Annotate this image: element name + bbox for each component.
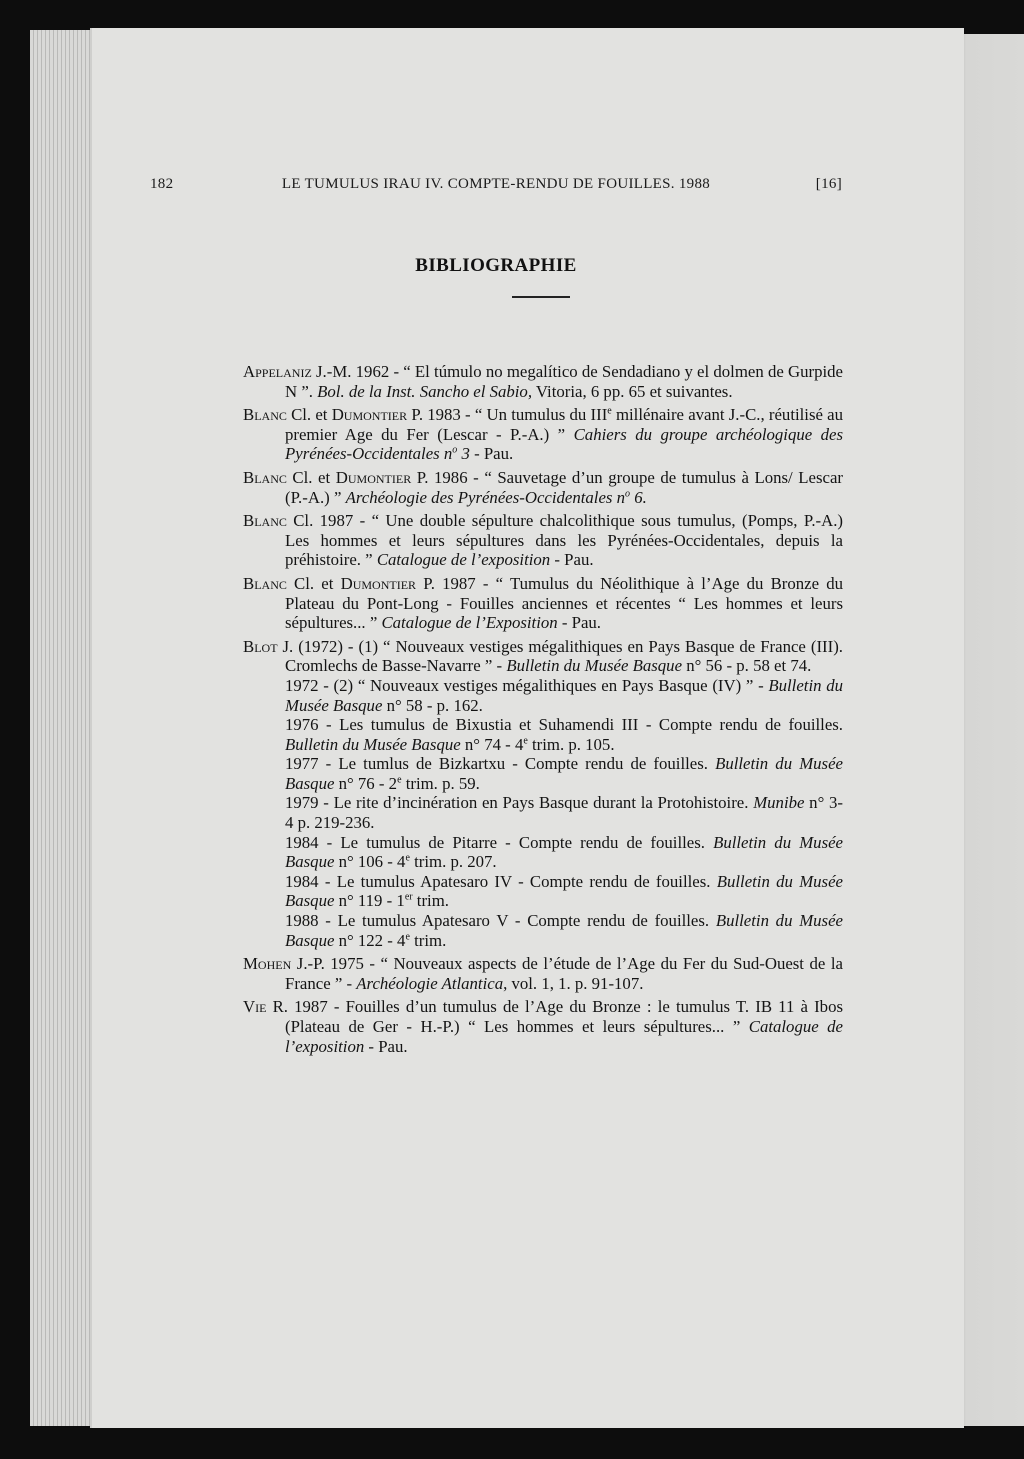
- entry-text: n° 122 - 4: [334, 930, 406, 950]
- entry-text: 1984 - Le tumulus de Pitarre - Compte rendu de fouilles.: [285, 832, 714, 852]
- entry-text: P. 1986 - “ Sauvetage d’un groupe de tumulus à Lons/ Lescar (P.-A.) ”: [285, 467, 843, 507]
- entry-text: J.-M. 1962 - “ El túmulo no megalítico de Sendadiano y el dolmen de Gurpide N ”.: [285, 362, 843, 401]
- entry-text: trim.: [409, 930, 447, 950]
- entry-author: Blanc: [243, 405, 287, 425]
- entry-superscript: o: [625, 487, 631, 499]
- blot-sub-entry: [243, 754, 843, 793]
- entry-text: , vol. 1, 1. p. 91-107.: [503, 973, 644, 993]
- entry-superscript: e: [607, 405, 612, 417]
- page-title: BIBLIOGRAPHIE: [415, 255, 577, 276]
- entry-superscript: e: [405, 852, 410, 864]
- entry-superscript: e: [523, 735, 528, 747]
- blot-sub-entry: [243, 793, 843, 832]
- entry-superscript: er: [404, 891, 413, 903]
- running-title: LE TUMULUS IRAU IV. COMPTE-RENDU DE FOUILLES. 1988: [281, 176, 711, 192]
- entry-text: Vitoria, 6 pp. 65 et suivantes.: [532, 381, 733, 401]
- entry-text: n° 106 - 4: [334, 852, 406, 872]
- book-page-edges: [30, 30, 100, 1426]
- entry-author: Blanc: [243, 573, 287, 593]
- entry-text: n° 56 - p. 58 et 74.: [682, 656, 812, 676]
- blot-sub-entry: [243, 872, 843, 911]
- entry-text: P. 1983 - “ Un tumulus du III: [407, 405, 608, 425]
- entry-text: 1984 - Le tumulus Apatesaro IV - Compte rendu de fouilles.: [285, 871, 717, 891]
- bibliography-entry-mohen: [243, 954, 843, 993]
- entry-author: Dumontier: [340, 573, 417, 593]
- entry-journal: 3: [457, 444, 470, 464]
- bibliography-list: [243, 362, 843, 1060]
- bibliography-entry-appelaniz: [243, 362, 843, 401]
- bibliography-entry-blanc-1987b: [243, 574, 843, 633]
- entry-superscript: e: [397, 774, 402, 786]
- entry-text: trim. p. 105.: [527, 734, 615, 754]
- entry-journal: Archéologie Atlantica: [356, 973, 504, 993]
- entry-journal: Catalogue de l’exposition: [376, 550, 551, 570]
- entry-text: Cl. 1987 - “ Une double sépulture chalcolithique sous tumulus, (Pomps, P.-A.) Les hommes et leurs sépultures dans les Pyrénées-Occidentales, depuis la préhistoire. ”: [285, 511, 843, 570]
- entry-journal: Munibe: [753, 793, 805, 813]
- entry-text: millénaire avant J.-C., réutilisé au premier Age du Fer (Lescar - P.-A.) ”: [285, 405, 844, 444]
- entry-journal: Bulletin du Musée Basque: [285, 754, 843, 793]
- entry-text: - Pau.: [364, 1036, 408, 1056]
- entry-text: R. 1987 - Fouilles d’un tumulus de l’Age du Bronze : le tumulus T. IB 11 à Ibos (Plateau de Ger - H.-P.) “ Les hommes et leurs sépultures... ”: [266, 997, 843, 1036]
- entry-text: 1988 - Le tumulus Apatesaro V - Compte rendu de fouilles.: [285, 911, 716, 931]
- entry-journal: Archéologie des Pyrénées-Occidentales n: [345, 487, 626, 507]
- entry-text: trim. p. 207.: [409, 852, 497, 872]
- entry-journal: Catalogue de l’exposition: [285, 1017, 843, 1056]
- entry-superscript: o: [452, 444, 458, 456]
- facing-page-edge: [960, 34, 1024, 1426]
- entry-journal: Bol. de la Inst. Sancho el Sabio,: [317, 381, 533, 401]
- entry-author: Blanc: [243, 467, 287, 487]
- entry-text: Cl. et: [286, 405, 332, 425]
- entry-text: trim. p. 59.: [401, 773, 480, 793]
- entry-author: Dumontier: [331, 405, 408, 425]
- blot-sub-entry: [243, 715, 843, 754]
- entry-text: J.-P. 1975 - “ Nouveaux aspects de l’étude de l’Age du Fer du Sud-Ouest de la France ” -: [285, 954, 843, 993]
- blot-sub-entry: [243, 833, 843, 872]
- entry-text: J. (1972) - (1) “ Nouveaux vestiges mégalithiques en Pays Basque de France (III). Cromlechs de Basse-Navarre ” -: [277, 636, 843, 676]
- entry-text: P. 1987 - “ Tumulus du Néolithique à l’Age du Bronze du Plateau du Pont-Long - Fouilles anciennes et récentes “ Les hommes et leurs sépultures... ”: [285, 573, 844, 633]
- entry-author: Blanc: [243, 511, 287, 531]
- bibliography-entry-blot: [243, 637, 843, 951]
- entry-text: - Pau.: [550, 550, 594, 570]
- entry-text: - Pau.: [557, 613, 602, 633]
- entry-journal: Bulletin du Musée Basque: [285, 734, 461, 754]
- entry-author: Dumontier: [335, 467, 412, 487]
- entry-text: 1976 - Les tumulus de Bixustia et Suhamendi III - Compte rendu de fouilles.: [285, 715, 843, 735]
- running-header: [150, 176, 842, 206]
- entry-text: n° 119 - 1: [334, 891, 405, 911]
- entry-text: 1977 - Le tumlus de Bizkartxu - Compte rendu de fouilles.: [285, 754, 716, 774]
- entry-text: - Pau.: [469, 444, 514, 464]
- entry-author: Appelaniz: [243, 362, 312, 381]
- entry-journal: Bulletin du Musée Basque: [285, 675, 843, 715]
- entry-text: Cl. et: [286, 467, 336, 487]
- entry-author: Blot: [243, 636, 278, 656]
- entry-journal: Bulletin du Musée Basque: [285, 871, 843, 911]
- entry-journal: Catalogue de l’Exposition: [381, 613, 558, 633]
- bibliography-entry-blanc-1987a: [243, 511, 843, 570]
- blot-sub-entry: [243, 676, 843, 715]
- entry-text: Cl. et: [286, 573, 341, 593]
- entry-journal: 6.: [630, 487, 647, 507]
- section-mark: [16]: [815, 176, 842, 192]
- title-underline: [512, 296, 570, 298]
- page-number: 182: [150, 176, 174, 192]
- entry-journal: Bulletin du Musée Basque: [285, 911, 843, 950]
- entry-text: n° 74 - 4: [460, 734, 524, 754]
- entry-author: Mohen: [243, 954, 292, 974]
- entry-journal: Cahiers du groupe archéologique des Pyrénées-Occidentales n: [285, 424, 844, 464]
- entry-journal: Bulletin du Musée Basque: [506, 656, 683, 676]
- entry-text: n° 76 - 2: [334, 773, 398, 793]
- entry-text: n° 58 - p. 162.: [382, 695, 483, 715]
- bibliography-entry-blanc-1983: [243, 405, 843, 464]
- bibliography-entry-vie: [243, 997, 843, 1056]
- entry-text: 1972 - (2) “ Nouveaux vestiges mégalithiques en Pays Basque (IV) ” -: [285, 675, 769, 695]
- entry-journal: Bulletin du Musée Basque: [285, 832, 843, 872]
- entry-text: trim.: [412, 891, 449, 911]
- bibliography-entry-blanc-1986: [243, 468, 843, 507]
- entry-author: Vie: [243, 997, 267, 1017]
- blot-sub-entry: [243, 911, 843, 950]
- blot-main: [243, 637, 843, 676]
- entry-text: 1979 - Le rite d’incinération en Pays Basque durant la Protohistoire.: [285, 793, 754, 813]
- entry-superscript: e: [405, 931, 410, 943]
- entry-text: n° 3-4 p. 219-236.: [285, 793, 843, 833]
